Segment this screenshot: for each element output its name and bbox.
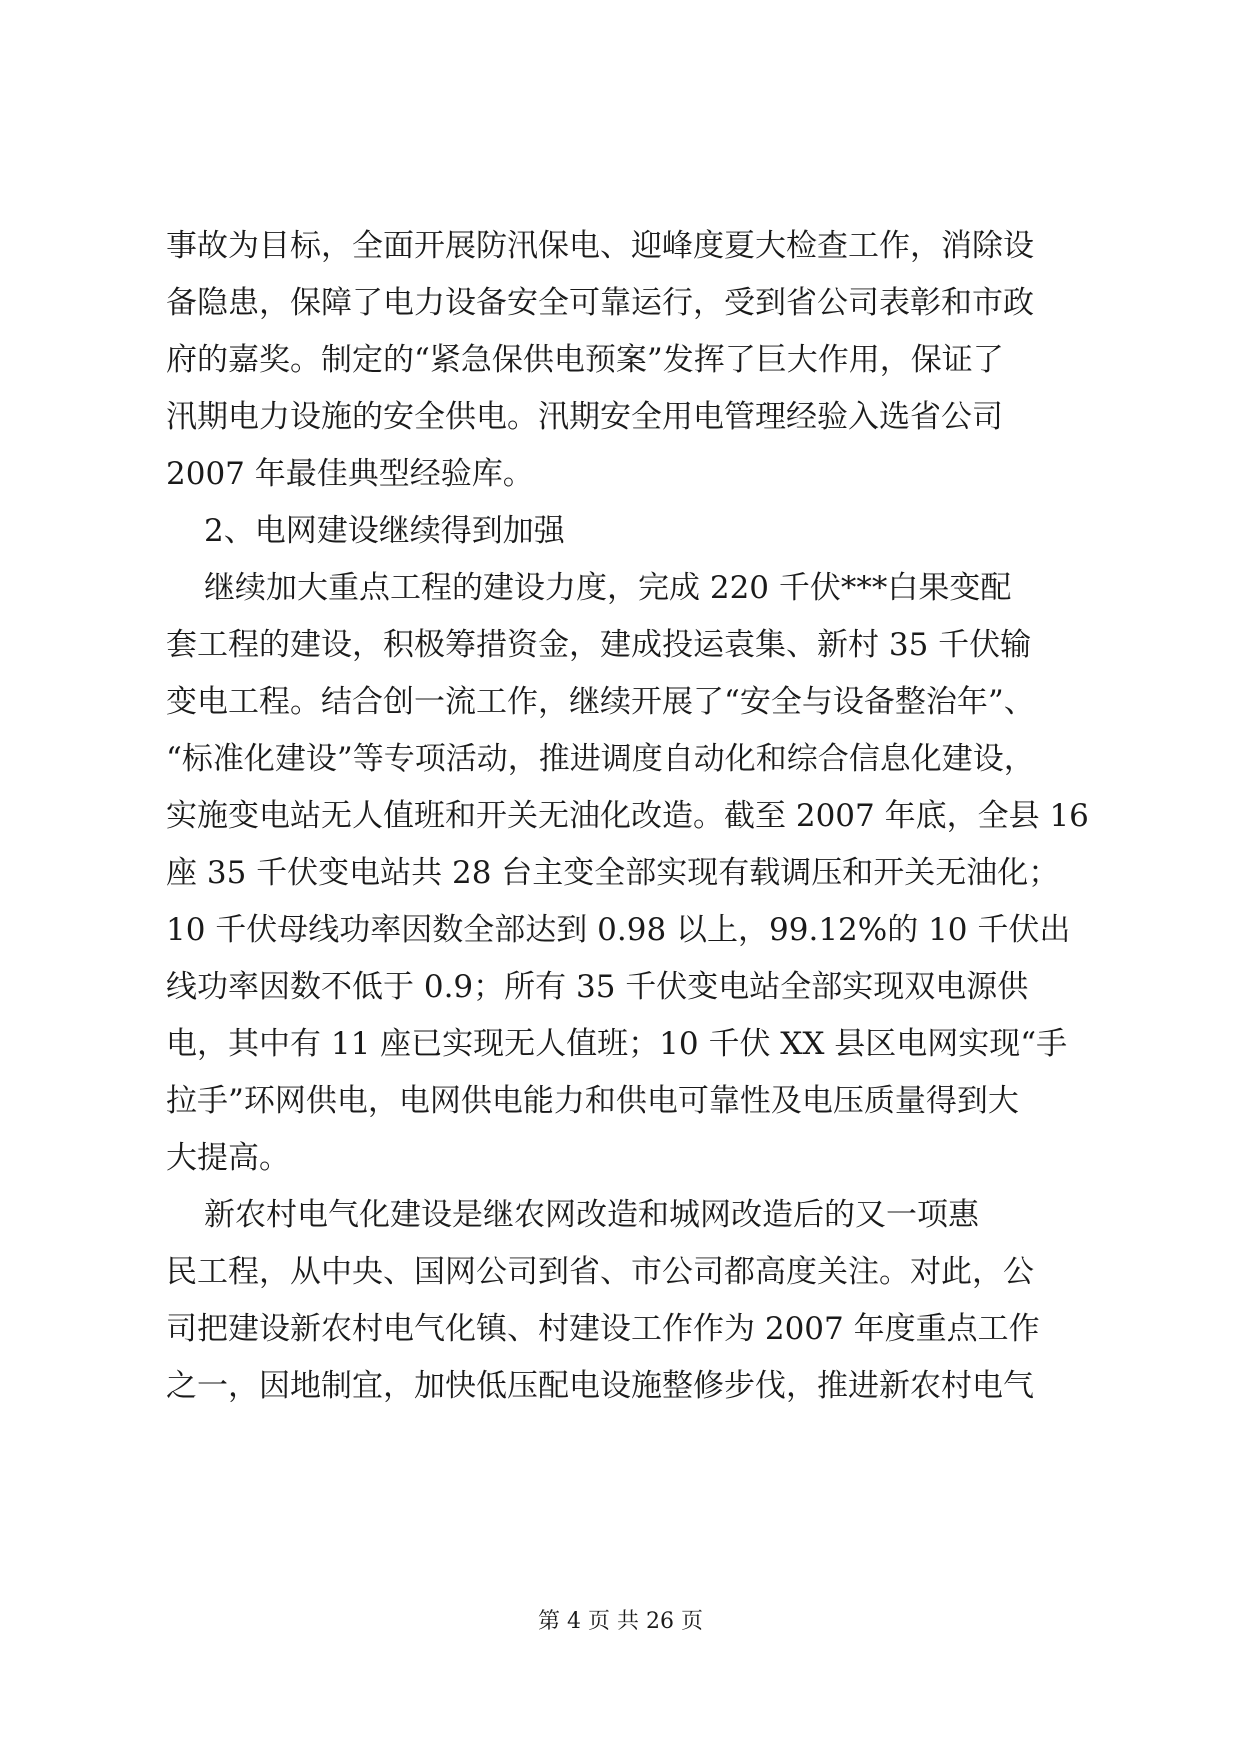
text-line: 大提高。 [166, 1140, 290, 1176]
section-heading: 2、电网建设继续得到加强 [204, 513, 565, 549]
text-line: 新农村电气化建设是继农网改造和城网改造后的又一项惠 [204, 1197, 979, 1233]
text-line: “标准化建设”等专项活动，推进调度自动化和综合信息化建设， [166, 741, 1035, 777]
text-line: 府的嘉奖。制定的“紧急保供电预案”发挥了巨大作用，保证了 [166, 342, 1004, 378]
text-line: 10 千伏母线功率因数全部达到 0.98 以上，99.12%的 10 千伏出 [166, 912, 1071, 948]
text-line: 民工程，从中央、国网公司到省、市公司都高度关注。对此，公 [166, 1254, 1034, 1290]
text-line: 线功率因数不低于 0.9；所有 35 千伏变电站全部实现双电源供 [166, 969, 1029, 1005]
text-line: 备隐患，保障了电力设备安全可靠运行，受到省公司表彰和市政 [166, 285, 1034, 321]
text-line: 套工程的建设，积极筹措资金，建成投运袁集、新村 35 千伏输 [166, 627, 1032, 663]
text-line: 汛期电力设施的安全供电。汛期安全用电管理经验入选省公司 [166, 399, 1003, 435]
text-line: 电，其中有 11 座已实现无人值班；10 千伏 XX 县区电网实现“手 [166, 1026, 1068, 1062]
text-line: 实施变电站无人值班和开关无油化改造。截至 2007 年底，全县 16 [166, 798, 1089, 834]
text-line: 拉手”环网供电，电网供电能力和供电可靠性及电压质量得到大 [166, 1083, 1019, 1119]
text-line: 事故为目标，全面开展防汛保电、迎峰度夏大检查工作，消除设 [166, 228, 1034, 264]
text-line: 司把建设新农村电气化镇、村建设工作作为 2007 年度重点工作 [166, 1311, 1040, 1347]
text-line: 2007 年最佳典型经验库。 [166, 456, 534, 492]
text-line: 之一，因地制宜，加快低压配电设施整修步伐，推进新农村电气 [166, 1368, 1034, 1404]
page-footer: 第 4 页 共 26 页 [538, 1609, 703, 1634]
text-line: 变电工程。结合创一流工作，继续开展了“安全与设备整治年”、 [166, 684, 1035, 720]
text-line: 继续加大重点工程的建设力度，完成 220 千伏***白果变配 [204, 570, 1012, 606]
text-line: 座 35 千伏变电站共 28 台主变全部实现有载调压和开关无油化； [166, 855, 1060, 891]
